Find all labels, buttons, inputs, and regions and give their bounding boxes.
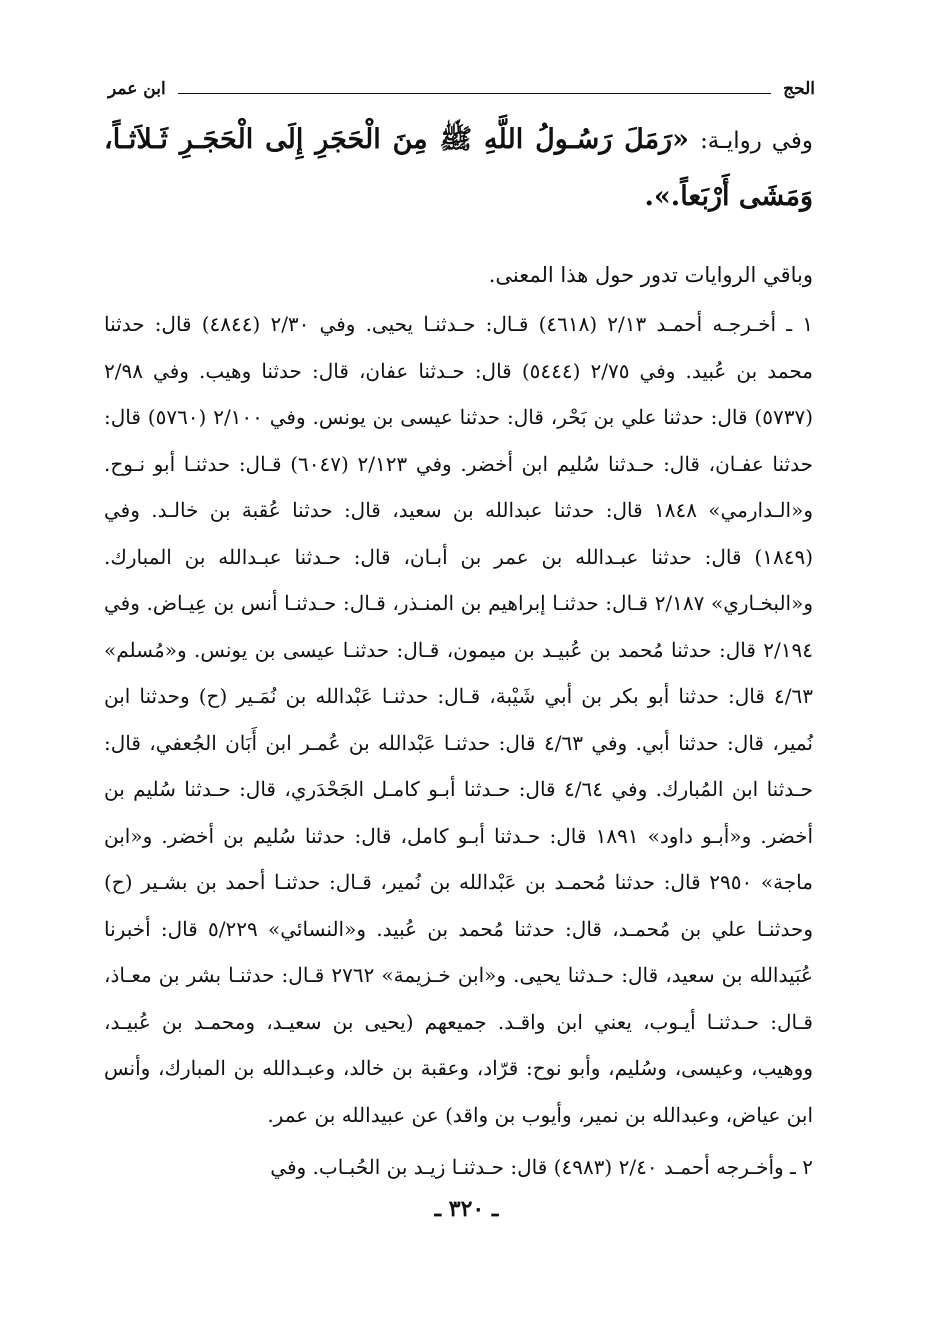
hadith-quote-paragraph bbox=[104, 112, 813, 225]
summary-line: وباقي الروايات تدور حول هذا المعنى. bbox=[488, 263, 813, 287]
page-number: ـ ٣٢٠ ـ bbox=[434, 1196, 499, 1222]
footnote-2: ٢ ـ وأخـرجه أحمـد ٢/٤٠ (٤٩٨٣) قال: حـدثنـا زيـد بن الحُبـاب. وفي bbox=[270, 1155, 813, 1179]
quote-intro: وفي روايـة: bbox=[700, 128, 813, 154]
hadith-quote-text: «رَمَلَ رَسُـولُ اللَّهِ ﷺ مِنَ الْحَجَرِ إِلَى الْحَجَـرِ ثَـلاَثـاً، وَمَشَى أَرْبَعاً.». bbox=[104, 124, 813, 212]
running-header bbox=[108, 72, 815, 106]
chapter-title: الحج bbox=[783, 79, 815, 99]
narrator-name: ابن عمر bbox=[108, 79, 166, 99]
page-body bbox=[104, 112, 813, 1191]
footnote-1: ١ ـ أخـرجـه أحمـد ٢/١٣ (٤٦١٨) قـال: حـدثنـا يحيى. وفي ٢/٣٠ (٤٨٤٤) قال: حدثنا محمد بن عُبيد. وفي ٢/٧٥ (٥٤٤٤) قال: حـدثنا عفان، قال: حدثنا وهيب. وفي ٢/٩٨ (٥٧٣٧) قال: حدثنا علي بن بَحْر، قال: حدثنا عيسى بن يونس. وفي ٢/١٠٠ (٥٧٦٠) قال: حدثنا عفـان، قال: حـدثنا سُليم ابن أخضر. وفي ٢/١٢٣ (٦٠٤٧) قـال: حدثنـا أبو نـوح. و«الـدارمي» ١٨٤٨ قال: حدثنا عبدالله بن سعيد، قال: حدثنا عُقبة بن خالـد. وفي (١٨٤٩) قال: حدثنا عبـدالله بن عمر بن أبـان، قال: حـدثنا عبـدالله بن المبارك. و«البخـاري» ٢/١٨٧ قـال: حدثنـا إبراهيم بن المنـذر، قـال: حـدثنـا أنس بن عِيـاض. وفي ٢/١٩٤ قال: حدثنا مُحمد بن عُبيـد بن ميمون، قـال: حدثنـا عيسى بن يونس. و«مُسلم» ٤/٦٣ قال: حدثنا أبو بكر بن أبي شَيْبة، قـال: حدثنـا عَبْدالله بن نُمَـير (ح) وحدثنا ابن نُمير، قال: حدثنا أبي. وفي ٤/٦٣ قال: حدثنـا عَبْدالله بن عُمـر ابن أَبَان الجُعفي، قال: حـدثنا ابن المُبارك. وفي ٤/٦٤ قال: حـدثنا أبـو كامـل الجَحْدَري، قال: حـدثنا سُليم بن أخضر. و«أبـو داود» ١٨٩١ قال: حـدثنا أبـو كامل، قال: حدثنا سُليم بن أخضر. و«ابن ماجة» ٢٩٥٠ قال: حدثنا مُحمـد بن عَبْدالله بن نُمير، قـال: حدثنـا أحمد بن بشـير (ح) وحدثنـا علي بن مُحمـد، قال: حدثنا مُحمد بن عُبيد. و«النسائي» ٥/٢٢٩ قال: أخبرنا عُبَيدالله بن سعيد، قال: حـدثنا يحيى. و«ابن خـزيمة» ٢٧٦٢ قـال: حدثنـا بشر بن معـاذ، قـال: حـدثنـا أيـوب، يعني ابن واقـد. جميعهم (يحيى بن سعيـد، ومحمـد بن عُبيـد، ووهيب، وعيسى، وسُليم، وأبو نوح: قرّاد، وعقبة بن خالد، وعبـدالله بن المبارك، وأنس ابن عياض، وعبدالله بن نمير، وأيوب بن واقد) عن عبيدالله بن عمر. bbox=[104, 312, 814, 1127]
header-rule bbox=[178, 93, 771, 94]
